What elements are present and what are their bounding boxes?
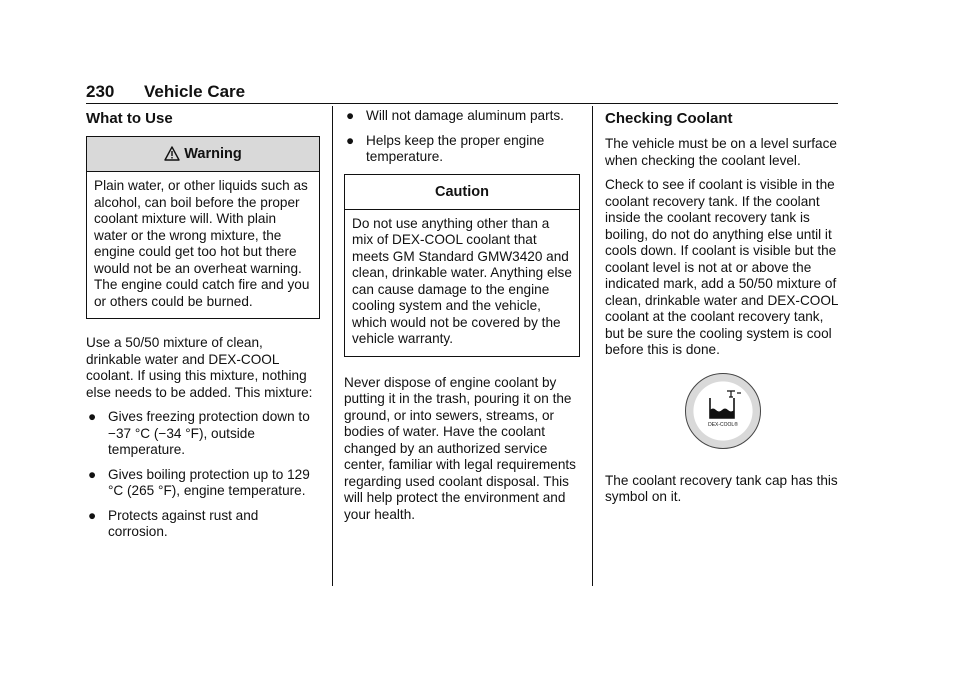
caution-title: Caution [345, 175, 579, 210]
level-surface-paragraph: The vehicle must be on a level surface when checking the coolant level. [605, 136, 837, 168]
warning-title: Warning [184, 146, 242, 162]
mixture-intro: Use a 50/50 mixture of clean, drinkable water and DEX-COOL coolant. If using this mixture, nothing else needs to be added. This mixture: [86, 335, 313, 400]
column-middle [344, 108, 580, 531]
column-divider-left [332, 106, 333, 586]
page-number: 230 [86, 82, 115, 101]
bullet-icon: ● [88, 409, 97, 424]
list-item [86, 409, 320, 459]
heading-checking-coolant: Checking Coolant [605, 110, 733, 127]
caution-box [344, 174, 580, 357]
caution-text: Do not use anything other than a mix of DEX-COOL coolant that meets GM Standard GMW3420 and clean, drinkable water. Anything else can cause damage to the engine cooling system and the vehicle, which would not be covered by the vehicle warranty. [352, 215, 572, 346]
coolant-cap-figure [605, 373, 841, 465]
warning-text: Plain water, or other liquids such as alcohol, can boil before the proper coolant mixture will. With plain water or the wrong mixture, the engine could get too hot but there would not be an overheat warning. The engine could catch fire and you or others could be burned. [94, 178, 310, 309]
page-header [86, 82, 838, 104]
column-divider-right [592, 106, 593, 586]
list-item [344, 108, 580, 125]
warning-triangle-icon [164, 140, 180, 174]
list-item-text: Will not damage aluminum parts. [366, 108, 564, 123]
warning-box [86, 136, 320, 319]
coolant-check-paragraph: Check to see if coolant is visible in the coolant recovery tank. If the coolant inside the coolant recovery tank is boiling, do not do anything else until it cools down. If coolant is visible but the coolant level is not at or above the indicated mark, add a 50/50 mixture of clean, drinkable water and DEX-COOL coolant at the coolant recovery tank, but be sure the cooling system is cool before this is done. [605, 177, 838, 357]
bullet-icon: ● [346, 108, 355, 123]
warning-header [87, 137, 319, 172]
header-rule [86, 103, 838, 104]
list-item-text: Helps keep the proper engine temperature. [366, 132, 545, 164]
list-item [344, 133, 580, 166]
bullet-icon: ● [346, 132, 355, 148]
dex-cool-label: DEX-COOL® [708, 421, 738, 428]
cap-caption: The coolant recovery tank cap has this symbol on it. [605, 472, 838, 504]
list-item [86, 467, 320, 500]
list-item-text: Protects against rust and corrosion. [108, 507, 259, 539]
bullet-icon: ● [88, 466, 97, 482]
bullet-icon: ● [88, 507, 97, 523]
column-checking-coolant [605, 108, 841, 514]
list-item-text: Gives freezing protection down to −37 °C (−34 °F), outside temperature. [108, 409, 310, 457]
list-item [86, 508, 320, 541]
heading-what-to-use: What to Use [86, 110, 173, 127]
column-what-to-use [86, 108, 320, 549]
list-item-text: Gives boiling protection up to 129 °C (265 °F), engine temperature. [108, 466, 310, 498]
section-title: Vehicle Care [144, 82, 246, 101]
coolant-cap-image [685, 373, 761, 449]
coolant-tank-icon [700, 388, 744, 420]
disposal-paragraph: Never dispose of engine coolant by putting it in the trash, pouring it on the ground, or into sewers, streams, or bodies of water. Have the coolant changed by an authorized service center, familiar with legal requirements regarding used coolant disposal. This will help protect the environment and your health. [344, 374, 576, 522]
